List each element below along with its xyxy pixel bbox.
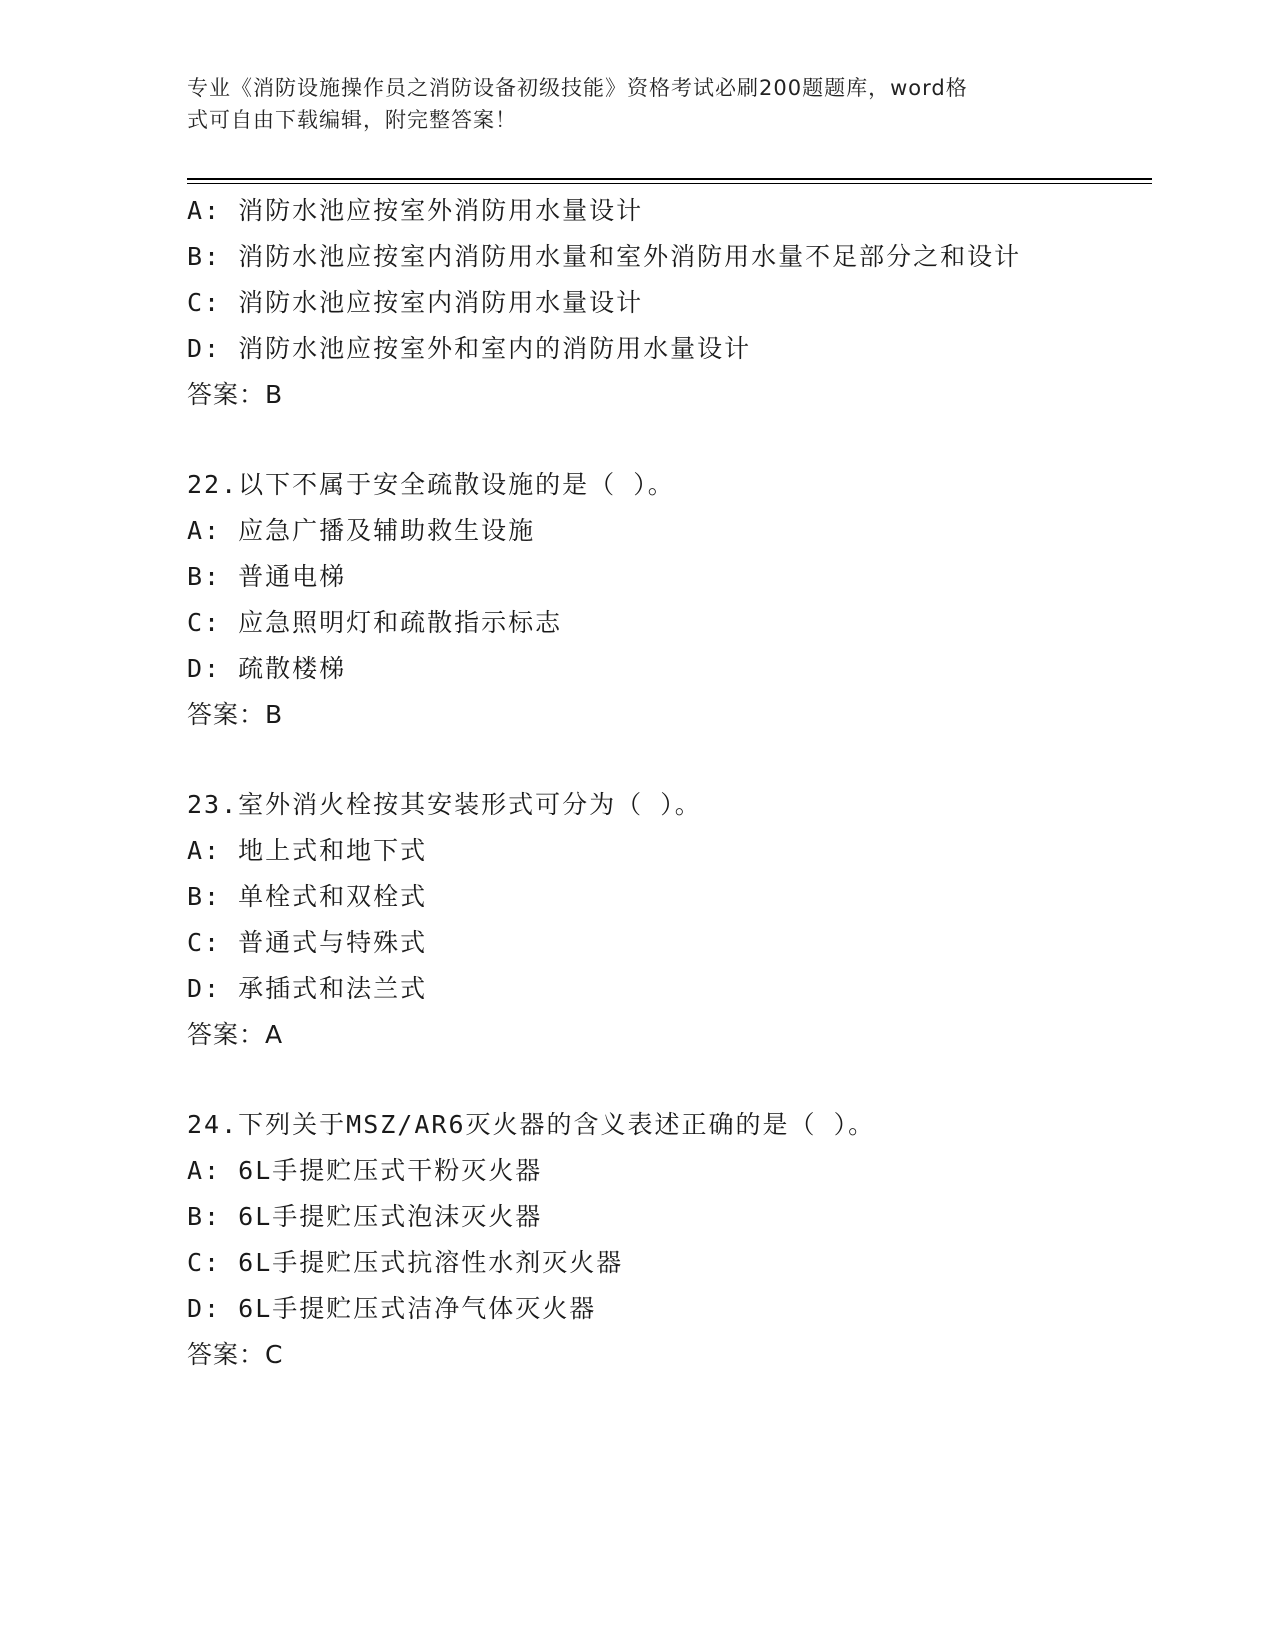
question-21-block	[187, 188, 1147, 418]
q22-option-b: B: 普通电梯	[187, 562, 347, 591]
question-23-block	[187, 782, 1147, 1058]
q23-option-c: C: 普通式与特殊式	[187, 928, 428, 957]
q22-answer: 答案：B	[187, 700, 284, 729]
q21-option-d: D: 消防水池应按室外和室内的消防用水量设计	[187, 334, 752, 363]
spacer	[187, 418, 1147, 462]
question-list	[187, 188, 1147, 1378]
q23-option-a: A: 地上式和地下式	[187, 836, 428, 865]
q24-option-b: B: 6L手提贮压式泡沫灭火器	[187, 1202, 543, 1231]
header-line-1: 专业《消防设施操作员之消防设备初级技能》资格考试必刷200题题库，word格	[187, 76, 968, 100]
q23-answer: 答案：A	[187, 1020, 284, 1049]
q24-option-c: C: 6L手提贮压式抗溶性水剂灭火器	[187, 1248, 624, 1277]
q24-answer: 答案：C	[187, 1340, 284, 1369]
q23-option-b: B: 单栓式和双栓式	[187, 882, 428, 911]
q21-option-b: B: 消防水池应按室内消防用水量和室外消防用水量不足部分之和设计	[187, 242, 1022, 271]
q24-option-a: A: 6L手提贮压式干粉灭火器	[187, 1156, 543, 1185]
q22-option-d: D: 疏散楼梯	[187, 654, 347, 683]
q23-option-d: D: 承插式和法兰式	[187, 974, 428, 1003]
question-22-block	[187, 462, 1147, 738]
q21-answer: 答案：B	[187, 380, 284, 409]
spacer	[187, 738, 1147, 782]
q22-stem: 22.以下不属于安全疏散设施的是（ ）。	[187, 470, 675, 499]
document-header	[187, 72, 1067, 136]
q24-option-d: D: 6L手提贮压式洁净气体灭火器	[187, 1294, 597, 1323]
q24-stem: 24.下列关于MSZ/AR6灭火器的含义表述正确的是（ ）。	[187, 1110, 876, 1139]
q21-option-a: A: 消防水池应按室外消防用水量设计	[187, 196, 644, 225]
q22-option-c: C: 应急照明灯和疏散指示标志	[187, 608, 563, 637]
q21-option-c: C: 消防水池应按室内消防用水量设计	[187, 288, 644, 317]
header-divider-thin	[187, 183, 1152, 184]
spacer	[187, 1058, 1147, 1102]
header-divider-thick	[187, 178, 1152, 180]
question-24-block	[187, 1102, 1147, 1378]
q23-stem: 23.室外消火栓按其安装形式可分为（ ）。	[187, 790, 702, 819]
header-line-2: 式可自由下载编辑，附完整答案！	[187, 108, 517, 132]
q22-option-a: A: 应急广播及辅助救生设施	[187, 516, 536, 545]
